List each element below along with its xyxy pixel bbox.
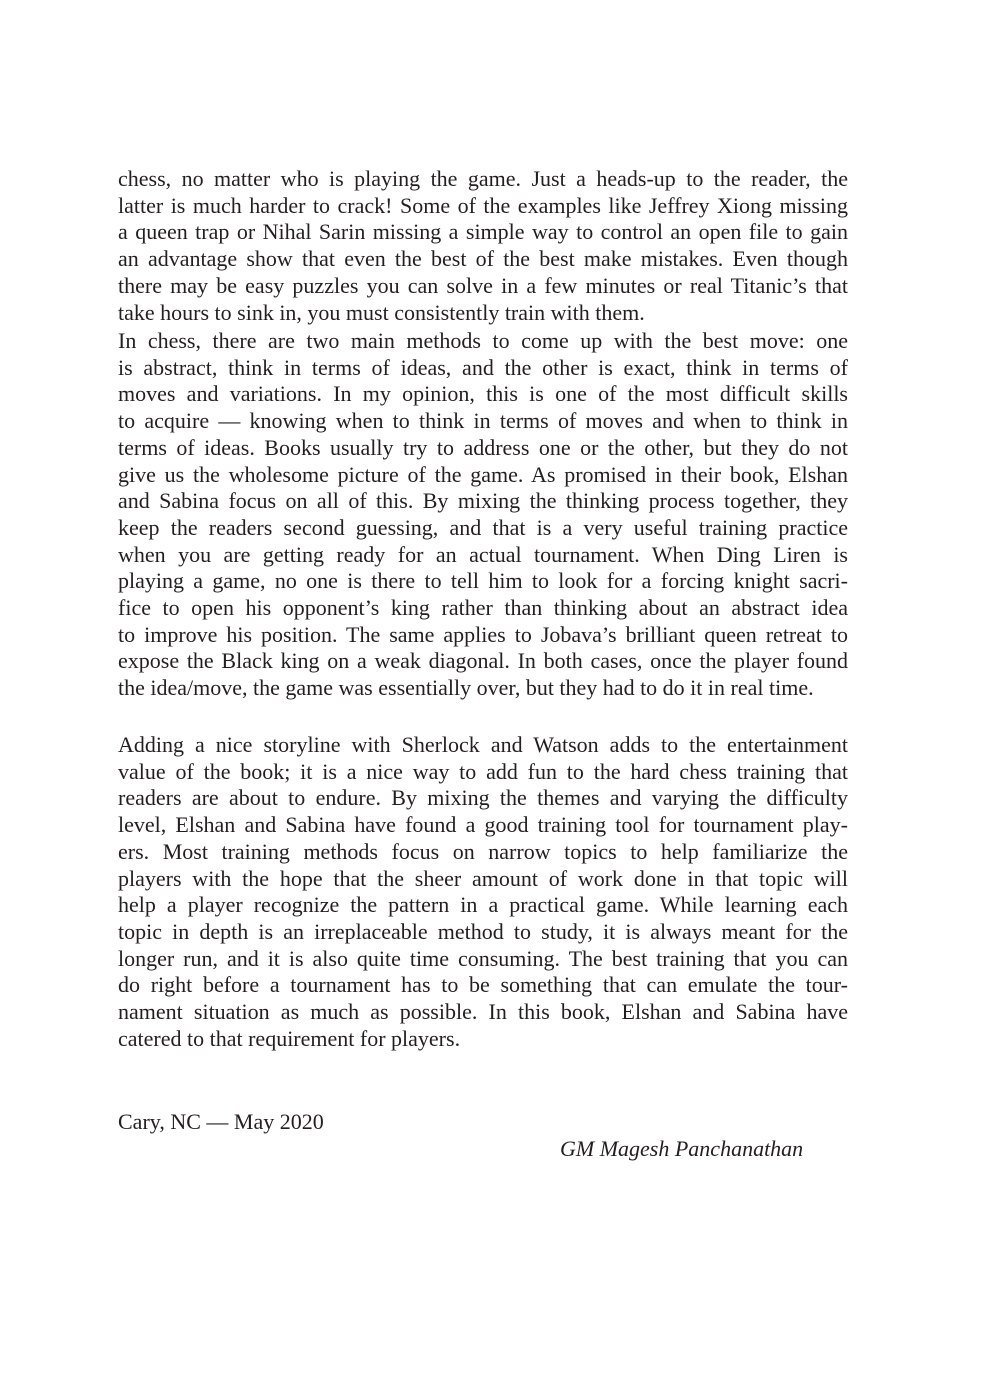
text-line: give us the wholesome picture of the game. As promised in their book, Elshan <box>118 461 848 487</box>
text-line: catered to that requirement for players. <box>118 1025 461 1051</box>
text-line: the idea/move, the game was essentially over, but they had to do it in real time. <box>118 675 814 701</box>
text-line: to improve his position. The same applies to Jobava’s brilliant queen retreat to <box>118 621 848 647</box>
text-line: ers. Most training methods focus on narrow topics to help familiarize the <box>118 838 848 864</box>
paragraph-2 <box>118 328 848 702</box>
text-line: is abstract, think in terms of ideas, and the other is exact, think in terms of <box>118 354 848 380</box>
text-line: Adding a nice storyline with Sherlock and Watson adds to the entertainment <box>118 732 848 757</box>
text-line: a queen trap or Nihal Sarin missing a simple way to control an open file to gain <box>118 219 848 245</box>
text-line: longer run, and it is also quite time consuming. The best training that you can <box>118 945 848 971</box>
paragraph-1 <box>118 166 848 326</box>
text-line: and Sabina focus on all of this. By mixing the thinking process together, they <box>118 488 848 514</box>
text-line: to acquire — knowing when to think in terms of moves and when to think in <box>118 408 848 434</box>
text-line: latter is much harder to crack! Some of the examples like Jeffrey Xiong missing <box>118 192 848 218</box>
text-line: nament situation as much as possible. In this book, Elshan and Sabina have <box>118 999 848 1025</box>
text-line: fice to open his opponent’s king rather than thinking about an abstract idea <box>118 595 848 621</box>
dateline: Cary, NC — May 2020 <box>118 1109 324 1134</box>
paragraph-3 <box>118 732 848 1052</box>
text-line: chess, no matter who is playing the game. Just a heads-up to the reader, the <box>118 166 848 191</box>
text-line: In chess, there are two main methods to come up with the best move: one <box>118 328 848 353</box>
author-signature: GM Magesh Panchanathan <box>560 1136 804 1161</box>
text-line: an advantage show that even the best of the best make mistakes. Even though <box>118 246 848 272</box>
text-line: do right before a tournament has to be something that can emulate the tour- <box>118 972 848 998</box>
text-line: when you are getting ready for an actual tournament. When Ding Liren is <box>118 541 848 567</box>
text-line: take hours to sink in, you must consistently train with them. <box>118 299 645 325</box>
text-line: terms of ideas. Books usually try to address one or the other, but they do not <box>118 434 848 460</box>
text-line: level, Elshan and Sabina have found a good training tool for tournament play- <box>118 812 848 838</box>
text-line: players with the hope that the sheer amount of work done in that topic will <box>118 865 848 891</box>
text-line: value of the book; it is a nice way to add fun to the hard chess training that <box>118 758 848 784</box>
text-line: topic in depth is an irreplaceable method to study, it is always meant for the <box>118 918 848 944</box>
text-line: expose the Black king on a weak diagonal. In both cases, once the player found <box>118 648 848 674</box>
text-line: keep the readers second guessing, and that is a very useful training practice <box>118 514 848 540</box>
text-line: there may be easy puzzles you can solve in a few minutes or real Titanic’s that <box>118 272 848 298</box>
text-line: playing a game, no one is there to tell him to look for a forcing knight sacri- <box>118 568 848 594</box>
text-line: help a player recognize the pattern in a practical game. While learning each <box>118 892 848 918</box>
text-line: readers are about to endure. By mixing the themes and varying the difficulty <box>118 785 848 811</box>
text-line: moves and variations. In my opinion, this is one of the most difficult skills <box>118 381 848 407</box>
